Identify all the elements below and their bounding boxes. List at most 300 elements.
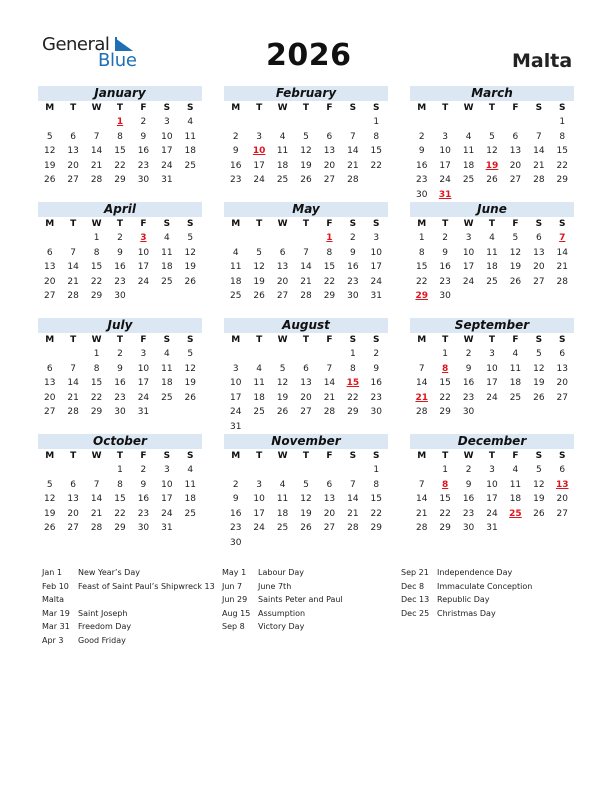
day-cell: 11 (276, 494, 289, 504)
weekday-label: T (302, 335, 310, 345)
day-cell: 31 (161, 175, 173, 185)
day-cell: 18 (276, 160, 289, 171)
day-cell: 24 (137, 392, 150, 403)
day-cell (294, 463, 317, 478)
day-cell: 3 (232, 363, 239, 374)
week-row (38, 405, 202, 420)
holiday-date: Sep 8 (222, 622, 245, 631)
day-cell: 21 (556, 262, 568, 272)
weekday-header (38, 101, 202, 115)
weekday-label: S (535, 103, 543, 113)
weekday-label: T (116, 103, 124, 113)
holiday-day-cell: 3 (140, 233, 147, 243)
day-cell: 8 (349, 363, 356, 374)
month-title: December (410, 434, 574, 449)
holiday-day-cell: 21 (415, 392, 428, 403)
day-cell (132, 289, 155, 304)
day-cell (457, 289, 480, 304)
day-cell: 6 (70, 479, 76, 490)
week-row (224, 536, 388, 551)
weekday-label: M (231, 219, 241, 229)
holiday-date: Sep 21 (401, 568, 429, 577)
week-row (224, 246, 388, 261)
day-cell: 4 (163, 233, 170, 243)
day-cell: 24 (253, 175, 265, 185)
day-cell: 19 (276, 392, 289, 403)
day-cell: 29 (347, 407, 359, 417)
day-cell: 23 (114, 276, 126, 287)
weekday-label: W (91, 451, 102, 461)
day-cell: 5 (512, 233, 519, 243)
day-cell (527, 405, 550, 420)
day-cell: 7 (303, 247, 309, 258)
day-cell: 16 (229, 508, 242, 519)
day-cell (527, 521, 550, 536)
weekday-label: S (187, 103, 194, 113)
day-cell: 16 (462, 378, 475, 388)
day-cell: 12 (43, 146, 56, 156)
holiday-date: Feb 10 (42, 581, 69, 591)
week-row (410, 144, 574, 159)
day-cell (480, 405, 503, 420)
day-cell (61, 347, 84, 362)
weekday-label: W (463, 103, 474, 113)
day-cell: 3 (163, 117, 170, 127)
day-cell (155, 405, 178, 420)
day-cell: 17 (161, 494, 173, 504)
day-cell: 19 (533, 494, 545, 504)
day-cell: 27 (323, 523, 336, 533)
day-cell: 26 (253, 291, 265, 301)
day-cell: 25 (161, 276, 173, 287)
weekday-label: S (349, 335, 357, 345)
logo-word-general: General (42, 34, 110, 55)
day-cell: 15 (415, 262, 428, 272)
day-cell: 21 (67, 276, 79, 287)
weekday-label: T (488, 103, 496, 113)
day-cell: 27 (276, 291, 289, 301)
day-cell: 7 (70, 247, 76, 258)
logo (42, 34, 142, 74)
day-cell: 25 (462, 175, 475, 185)
day-cell (85, 463, 108, 478)
weekday-label: S (187, 451, 194, 461)
day-cell (224, 463, 247, 478)
day-cell: 7 (349, 131, 356, 142)
day-cell: 25 (253, 407, 265, 417)
day-cell: 22 (323, 276, 336, 287)
week-row (38, 144, 202, 159)
week-row (38, 289, 202, 304)
day-cell: 2 (465, 349, 472, 359)
day-cell: 8 (117, 479, 123, 490)
weekday-label: M (417, 219, 427, 229)
day-cell: 12 (300, 494, 312, 504)
week-row (410, 521, 574, 536)
month-february (224, 86, 388, 188)
day-cell: 21 (347, 160, 359, 171)
weekday-label: S (535, 219, 543, 229)
day-cell: 9 (442, 247, 448, 258)
weekday-label: T (442, 335, 449, 345)
day-cell: 24 (161, 160, 173, 171)
week-row (38, 159, 202, 174)
day-cell: 19 (533, 378, 545, 388)
day-cell: 11 (509, 363, 522, 374)
day-cell: 15 (370, 494, 382, 504)
day-cell (247, 420, 270, 435)
day-cell: 7 (70, 363, 76, 374)
day-cell: 3 (373, 233, 380, 243)
week-row (224, 376, 388, 391)
day-cell: 23 (137, 160, 150, 171)
holiday-date: Dec 13 (401, 595, 430, 604)
day-cell: 24 (253, 523, 265, 533)
weekday-header (410, 217, 574, 231)
weekday-header (410, 101, 574, 115)
day-cell: 14 (90, 494, 103, 504)
month-april (38, 202, 202, 304)
day-cell: 6 (46, 363, 53, 374)
day-cell (480, 289, 503, 304)
day-cell: 18 (229, 276, 242, 287)
day-cell: 27 (323, 175, 336, 185)
year-title: 2026 (266, 38, 352, 73)
day-cell (61, 115, 84, 130)
holiday-entry (42, 634, 215, 648)
month-title: September (410, 318, 574, 333)
day-cell: 13 (323, 494, 336, 504)
weekday-label: F (512, 335, 519, 345)
day-cell: 4 (187, 465, 194, 475)
month-title: February (224, 86, 388, 101)
day-cell: 15 (439, 494, 451, 504)
day-cell: 11 (276, 146, 289, 156)
weekday-label: S (373, 335, 380, 345)
day-cell: 29 (90, 291, 103, 301)
day-cell: 10 (161, 479, 173, 490)
weekday-label: F (140, 451, 147, 461)
weekday-label: T (302, 219, 310, 229)
weekday-label: S (535, 335, 543, 345)
day-cell (294, 347, 317, 362)
holiday-day-cell: 8 (442, 363, 449, 374)
holiday-name: New Year’s Day (78, 568, 140, 577)
day-cell: 26 (184, 392, 196, 403)
week-row (38, 521, 202, 536)
week-row (224, 521, 388, 536)
day-cell: 27 (556, 508, 568, 519)
day-cell: 17 (161, 146, 173, 156)
day-cell (341, 115, 364, 130)
day-cell (318, 536, 341, 551)
day-cell: 28 (90, 175, 103, 185)
day-cell (527, 188, 550, 203)
weekday-label: M (417, 451, 427, 461)
weekday-label: T (488, 451, 496, 461)
day-cell: 2 (349, 233, 356, 243)
day-cell: 1 (442, 349, 448, 359)
day-cell (294, 536, 317, 551)
week-row (410, 463, 574, 478)
day-cell: 5 (535, 465, 542, 475)
weekday-label: S (187, 219, 194, 229)
day-cell: 14 (556, 247, 568, 258)
day-cell: 14 (67, 378, 79, 388)
day-cell: 28 (323, 407, 336, 417)
day-cell: 30 (462, 523, 475, 533)
day-cell (318, 420, 341, 435)
day-cell (480, 115, 503, 130)
day-cell: 10 (229, 378, 242, 388)
day-cell: 19 (43, 160, 56, 171)
day-cell: 11 (161, 363, 173, 374)
day-cell: 13 (556, 363, 568, 374)
month-title: July (38, 318, 202, 333)
day-cell: 17 (439, 160, 451, 171)
month-title: October (38, 434, 202, 449)
day-cell: 22 (439, 508, 451, 519)
day-cell: 2 (117, 233, 123, 243)
weekday-label: S (349, 219, 357, 229)
day-cell: 20 (276, 276, 289, 287)
day-cell: 21 (415, 508, 428, 519)
day-cell: 26 (184, 276, 196, 287)
day-cell: 7 (418, 479, 425, 490)
week-row (224, 115, 388, 130)
day-cell: 8 (418, 247, 425, 258)
weekday-label: T (302, 103, 310, 113)
day-cell: 12 (276, 378, 289, 388)
day-cell: 31 (370, 291, 382, 301)
week-row (38, 391, 202, 406)
day-cell: 24 (439, 175, 451, 185)
day-cell (271, 115, 294, 130)
holiday-day-cell: 13 (556, 479, 569, 490)
day-cell: 20 (43, 276, 56, 287)
weekday-label: M (45, 451, 55, 461)
day-cell (271, 347, 294, 362)
day-cell: 24 (462, 276, 475, 287)
day-cell: 21 (90, 508, 103, 519)
week-row (38, 347, 202, 362)
day-cell: 13 (509, 146, 522, 156)
week-row (410, 347, 574, 362)
day-cell: 30 (347, 291, 359, 301)
holiday-name: Good Friday (78, 635, 126, 645)
weekday-label: F (326, 335, 333, 345)
holiday-entry (222, 607, 343, 621)
day-cell: 25 (184, 160, 196, 171)
day-cell: 14 (300, 262, 312, 272)
holiday-entry (401, 607, 532, 621)
day-cell: 9 (465, 479, 472, 490)
week-row (410, 275, 574, 290)
day-cell: 7 (349, 479, 356, 490)
weekday-label: T (442, 219, 449, 229)
weekday-label: T (116, 219, 124, 229)
day-cell: 29 (439, 523, 451, 533)
month-title: January (38, 86, 202, 101)
day-cell: 16 (229, 160, 242, 171)
weekday-label: T (70, 451, 77, 461)
day-cell: 29 (90, 407, 103, 417)
day-cell (294, 420, 317, 435)
holiday-entry (401, 593, 532, 607)
day-cell: 29 (556, 175, 568, 185)
holiday-name: Immaculate Conception (437, 581, 533, 591)
day-cell: 5 (187, 349, 194, 359)
weekday-label: T (256, 335, 263, 345)
weekday-label: M (45, 103, 55, 113)
day-cell: 20 (43, 392, 56, 403)
day-cell: 9 (418, 146, 425, 156)
weekday-label: M (231, 451, 241, 461)
day-cell: 24 (137, 276, 150, 287)
weekday-label: W (463, 451, 474, 461)
weekday-label: W (91, 335, 102, 345)
country-title: Malta (512, 50, 573, 72)
day-cell: 14 (415, 378, 428, 388)
day-cell: 9 (373, 363, 380, 374)
day-cell: 19 (509, 262, 522, 272)
day-cell: 12 (253, 262, 265, 272)
day-cell (457, 188, 480, 203)
weekday-label: T (256, 103, 263, 113)
week-row (224, 144, 388, 159)
day-cell (247, 115, 270, 130)
day-cell: 28 (67, 291, 79, 301)
day-cell: 9 (140, 131, 147, 142)
holiday-entry (42, 607, 215, 621)
week-row (224, 260, 388, 275)
day-cell: 10 (439, 146, 451, 156)
weekday-label: S (373, 103, 380, 113)
holiday-date: Apr 3 (42, 635, 64, 645)
week-row (38, 463, 202, 478)
holiday-entry (222, 580, 343, 594)
week-row (224, 463, 388, 478)
day-cell (410, 463, 433, 478)
weekday-label: S (349, 451, 357, 461)
day-cell: 5 (489, 131, 495, 142)
weekday-label: F (326, 103, 333, 113)
day-cell: 14 (347, 494, 359, 504)
day-cell: 13 (276, 262, 289, 272)
day-cell (271, 420, 294, 435)
day-cell: 2 (140, 117, 147, 127)
month-january (38, 86, 202, 188)
day-cell: 10 (486, 363, 498, 374)
day-cell: 13 (300, 378, 312, 388)
day-cell: 5 (46, 131, 53, 142)
day-cell: 4 (512, 349, 519, 359)
day-cell: 4 (163, 349, 170, 359)
day-cell: 24 (161, 508, 173, 519)
day-cell (551, 188, 574, 203)
weekday-label: T (70, 335, 77, 345)
month-june (410, 202, 574, 304)
day-cell: 7 (93, 479, 100, 490)
day-cell: 19 (300, 160, 312, 171)
weekday-label: S (163, 219, 171, 229)
week-row (224, 173, 388, 188)
week-row (410, 289, 574, 304)
day-cell: 28 (347, 523, 359, 533)
weekday-label: S (373, 219, 380, 229)
weekday-label: S (559, 103, 566, 113)
day-cell (410, 115, 433, 130)
week-row (38, 231, 202, 246)
day-cell: 22 (114, 508, 126, 519)
day-cell: 13 (533, 247, 545, 258)
day-cell (504, 521, 527, 536)
day-cell: 4 (489, 233, 495, 243)
day-cell: 20 (556, 378, 568, 388)
day-cell (294, 115, 317, 130)
day-cell: 20 (67, 160, 79, 171)
day-cell: 6 (326, 131, 333, 142)
month-august (224, 318, 388, 434)
week-row (224, 391, 388, 406)
holiday-day-cell: 19 (485, 160, 499, 171)
day-cell: 15 (556, 146, 568, 156)
weekday-header (410, 333, 574, 347)
week-row (38, 362, 202, 377)
week-row (410, 115, 574, 130)
day-cell: 24 (370, 276, 382, 287)
day-cell: 26 (276, 407, 289, 417)
day-cell: 30 (137, 523, 150, 533)
holiday-name: Freedom Day (78, 622, 132, 631)
month-title: August (224, 318, 388, 333)
day-cell: 2 (117, 349, 123, 359)
day-cell (504, 289, 527, 304)
holiday-entry (401, 580, 532, 594)
weekday-header (410, 449, 574, 463)
day-cell: 20 (323, 160, 336, 171)
day-cell: 29 (323, 291, 336, 301)
day-cell (365, 173, 388, 188)
weekday-label: M (231, 103, 241, 113)
day-cell: 20 (67, 508, 79, 519)
day-cell: 13 (43, 378, 56, 388)
holiday-entry (42, 593, 215, 607)
day-cell (61, 463, 84, 478)
day-cell: 30 (415, 189, 428, 200)
weekday-label: S (559, 335, 566, 345)
day-cell: 9 (349, 247, 356, 258)
day-cell: 9 (232, 146, 239, 156)
day-cell (318, 347, 341, 362)
day-cell (341, 463, 364, 478)
week-row (410, 159, 574, 174)
weekday-header (224, 217, 388, 231)
day-cell: 12 (43, 494, 56, 504)
week-row (410, 246, 574, 261)
week-row (38, 260, 202, 275)
day-cell: 6 (279, 247, 286, 258)
day-cell: 15 (370, 146, 382, 156)
holiday-entry (222, 620, 343, 634)
day-cell (551, 289, 574, 304)
holiday-entry (401, 566, 532, 580)
week-row (410, 260, 574, 275)
day-cell (551, 405, 574, 420)
day-cell (224, 115, 247, 130)
week-row (224, 492, 388, 507)
day-cell: 2 (232, 131, 239, 142)
